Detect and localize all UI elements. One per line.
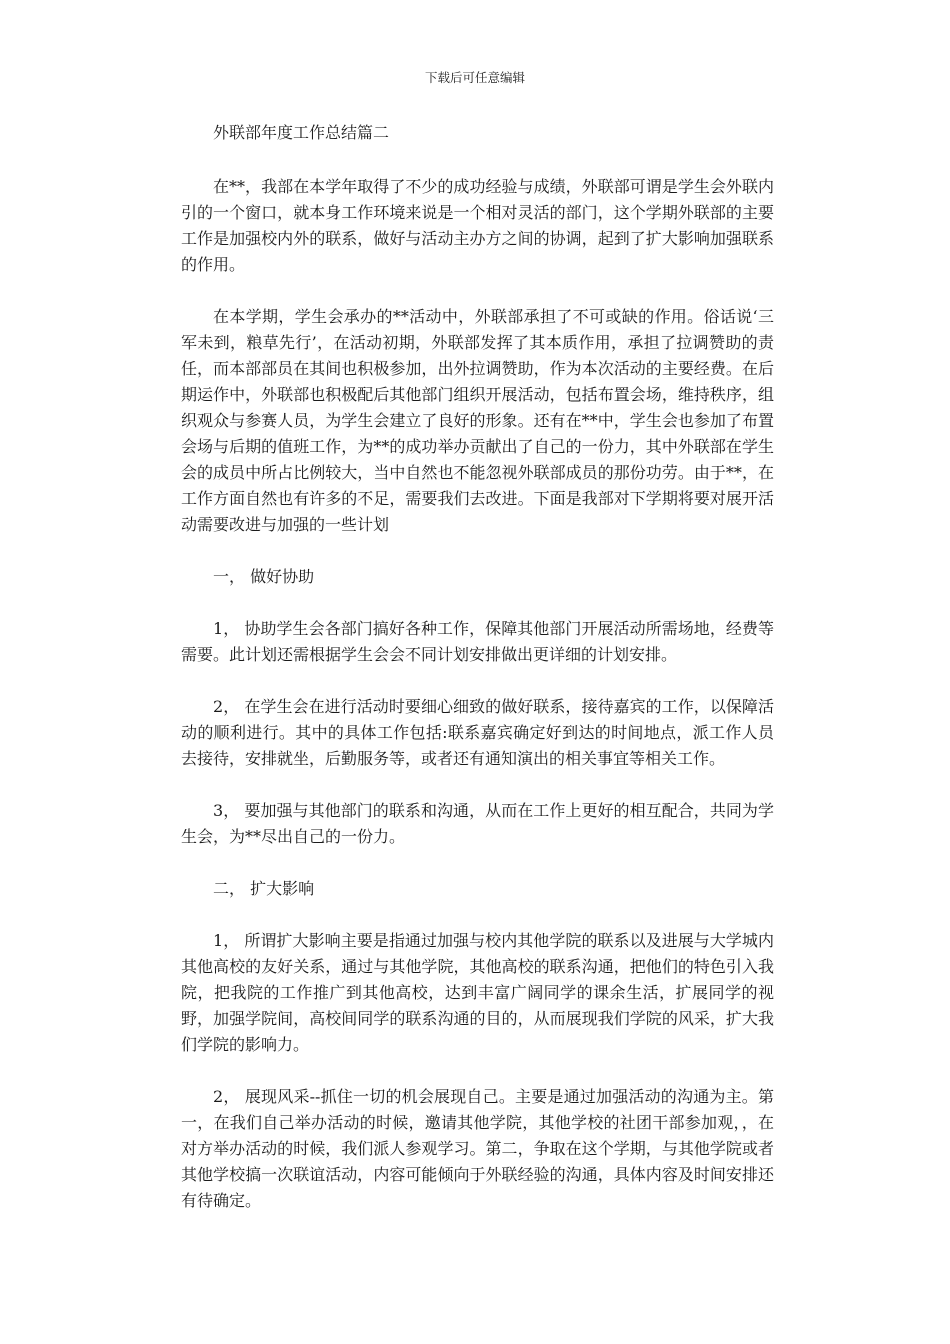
section2-heading: 二， 扩大影响 bbox=[213, 879, 315, 898]
section1-item: 1， 协助学生会各部门搞好各种工作，保障其他部门开展活动所需场地，经费等需要。此计划还需根据学生会会不同计划安排做出更详细的计划安排。 bbox=[181, 619, 774, 664]
document-title: 外联部年度工作总结篇二 bbox=[213, 123, 390, 142]
download-note: 下载后可任意编辑 bbox=[424, 70, 525, 85]
section1-item: 3， 要加强与其他部门的联系和沟通，从而在工作上更好的相互配合，共同为学生会，为**尽出自己的一份力。 bbox=[181, 801, 774, 846]
section1-heading: 一， 做好协助 bbox=[213, 567, 315, 586]
intro-paragraph: 在**，我部在本学年取得了不少的成功经验与成绩，外联部可谓是学生会外联内引的一个窗口，就本身工作环境来说是一个相对灵活的部门，这个学期外联部的主要工作是加强校内外的联系，做好与活动主办方之间的协调，起到了扩大影响加强联系的作用。 bbox=[181, 177, 774, 274]
section1-item: 2， 在学生会在进行活动时要细心细致的做好联系，接待嘉宾的工作，以保障活动的顺利进行。其中的具体工作包括:联系嘉宾确定好到达的时间地点，派工作人员去接待，安排就坐，后勤服务等，或者还有通知演出的相关事宜等相关工作。 bbox=[181, 697, 774, 768]
document-body bbox=[181, 120, 774, 1240]
section2-item: 1， 所谓扩大影响主要是指通过加强与校内其他学院的联系以及进展与大学城内其他高校的友好关系，通过与其他学院，其他高校的联系沟通，把他们的特色引入我院，把我院的工作推广到其他高校，达到丰富广阔同学的课余生活，扩展同学的视野，加强学院间，高校间同学的联系沟通的目的，从而展现我们学院的风采，扩大我们学院的影响力。 bbox=[181, 931, 774, 1054]
section2-item: 2， 展现风采--抓住一切的机会展现自己。主要是通过加强活动的沟通为主。第一，在我们自己举办活动的时候，邀请其他学院，其他学校的社团干部参加观，，在对方举办活动的时候，我们派人参观学习。第二，争取在这个学期，与其他学院或者其他学校搞一次联谊活动，内容可能倾向于外联经验的沟通，具体内容及时间安排还有待确定。 bbox=[181, 1087, 774, 1210]
semester-paragraph: 在本学期，学生会承办的**活动中，外联部承担了不可或缺的作用。俗话说‘三军未到，粮草先行’，在活动初期，外联部发挥了其本质作用，承担了拉调赞助的责任，而本部部员在其间也积极参加，出外拉调赞助，作为本次活动的主要经费。在后期运作中，外联部也积极配后其他部门组织开展活动，包括布置会场，维持秩序，组织观众与参赛人员，为学生会建立了良好的形象。还有在**中，学生会也参加了布置会场与后期的值班工作，为**的成功举办贡献出了自己的一份力，其中外联部在学生会的成员中所占比例较大，当中自然也不能忽视外联部成员的那份功劳。由于**，在工作方面自然也有许多的不足，需要我们去改进。下面是我部对下学期将要对展开活动需要改进与加强的一些计划 bbox=[181, 307, 774, 534]
